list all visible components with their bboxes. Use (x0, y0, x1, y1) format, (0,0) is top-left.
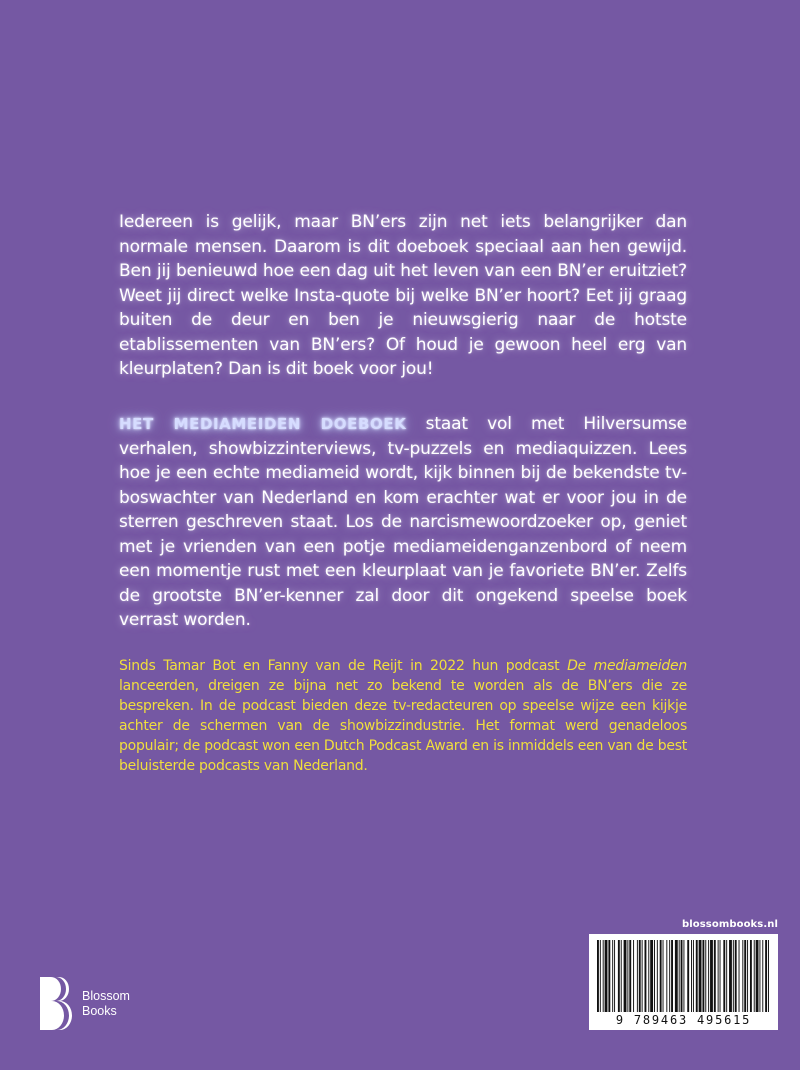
barcode-bar (696, 940, 698, 1012)
barcode-bar (735, 940, 737, 1012)
barcode-bar (729, 940, 732, 1012)
barcode-bar (603, 940, 604, 1012)
bio-text-before: Sinds Tamar Bot en Fanny van de Reijt in 2022 hun podcast (119, 658, 568, 674)
barcode-bar (663, 940, 664, 1012)
barcode-bar (660, 940, 662, 1012)
barcode-bar (691, 940, 692, 1012)
isbn-number: 9 789463 495615 (615, 1013, 752, 1027)
barcode-bar (687, 940, 689, 1012)
barcode-bar (600, 940, 601, 1012)
barcode (589, 934, 778, 1030)
intro-paragraph: Iedereen is gelijk, maar BN’ers zijn net iets belangrijker dan normale mensen. Daarom is dit doeboek speciaal aan hen gewijd. Ben jij benieuwd hoe een dag uit het leven van een BN’er eruitziet? Weet jij direct welke Insta-quote bij welke BN’er hoort? Eet jij graag buiten de deur en ben je nieuwsgierig naar de hotste etablissementen van BN’ers? Of houd je gewoon heel erg van kleurplaten? Dan is dit boek voor jou! (119, 212, 687, 379)
barcode-bar (768, 940, 769, 1012)
barcode-bar (612, 940, 613, 1012)
barcode-bar (639, 940, 641, 1012)
bio-text-after: lanceerden, dreigen ze bijna net zo bekend te worden als de BN’ers die ze bespreken. In de podcast bieden deze tv-redacteuren op speelse wijze een kijkje achter de schermen van de showbizzindustrie. Het format werd genadeloos populair; de podcast won een Dutch Podcast Award en is inmiddels een van de best beluisterde podcasts van Nederland. (119, 678, 687, 774)
barcode-bar (642, 940, 643, 1012)
barcode-bar (702, 940, 704, 1012)
barcode-bar (657, 940, 658, 1012)
barcode-bar (608, 940, 610, 1012)
barcode-bar (633, 940, 634, 1012)
publisher-name-line2: Books (82, 1004, 117, 1018)
barcode-bar (605, 940, 608, 1012)
barcode-bar (669, 940, 670, 1012)
barcode-bar (750, 940, 752, 1012)
barcode-bar (650, 940, 653, 1012)
barcode-bar (733, 940, 734, 1012)
barcode-bar (683, 940, 684, 1012)
barcode-bar (754, 940, 755, 1012)
barcode-bar (648, 940, 649, 1012)
barcode-bar (618, 940, 620, 1012)
barcode-bar (645, 940, 647, 1012)
barcode-bar (762, 940, 763, 1012)
book-title: HET MEDIAMEIDEN DOEBOEK (119, 415, 407, 433)
barcode-bar (699, 940, 702, 1012)
barcode-bar (637, 940, 638, 1012)
barcode-bar (747, 940, 748, 1012)
podcast-name: De mediameiden (567, 658, 687, 674)
barcode-bar (597, 940, 599, 1012)
publisher-website[interactable]: blossombooks.nl (682, 919, 778, 930)
barcode-bar (666, 940, 667, 1012)
barcode-bar (726, 940, 727, 1012)
barcode-bar (742, 940, 743, 1012)
barcode-bar (756, 940, 759, 1012)
barcode-bar (739, 940, 740, 1012)
description-text: staat vol met Hilversumse verhalen, showbizzinterviews, tv-puzzels en mediaquizzen. Lees hoe je een echte mediameid wordt, kijk binnen bij de bekendste tv-boswachter van Nederland en kom erachter wat er voor jou in de sterren geschreven staat. Los de narcismewoordzoeker op, geniet met je vrienden van een potje mediameidenganzenbord of neem een momentje rust met een kleurplaat van je favoriete BN’er. Zelfs de grootste BN’er-kenner zal door dit ongekend speelse boek verrast worden. (119, 414, 687, 630)
barcode-bar (629, 940, 631, 1012)
barcode-bar (654, 940, 655, 1012)
barcode-bar (671, 940, 673, 1012)
barcode-bar (624, 940, 627, 1012)
barcode-bars (595, 940, 772, 1012)
description-paragraph (119, 412, 687, 633)
barcode-bar (693, 940, 694, 1012)
barcode-bar (705, 940, 706, 1012)
barcode-bar (718, 940, 719, 1012)
barcode-bar (723, 940, 725, 1012)
barcode-bar (759, 940, 760, 1012)
barcode-bar (679, 940, 680, 1012)
barcode-bar (714, 940, 716, 1012)
publisher-name (82, 989, 130, 1019)
barcode-bar (614, 940, 615, 1012)
barcode-bar (744, 940, 746, 1012)
barcode-bar (675, 940, 678, 1012)
publisher-name-line1: Blossom (82, 989, 130, 1003)
barcode-bar (621, 940, 622, 1012)
barcode-bar (710, 940, 713, 1012)
barcode-bar (681, 940, 683, 1012)
double-b-logo-icon (38, 977, 74, 1030)
barcode-bar (765, 940, 767, 1012)
barcode-bar (627, 940, 628, 1012)
author-bio (119, 656, 687, 776)
barcode-bar (720, 940, 721, 1012)
barcode-bar (708, 940, 709, 1012)
